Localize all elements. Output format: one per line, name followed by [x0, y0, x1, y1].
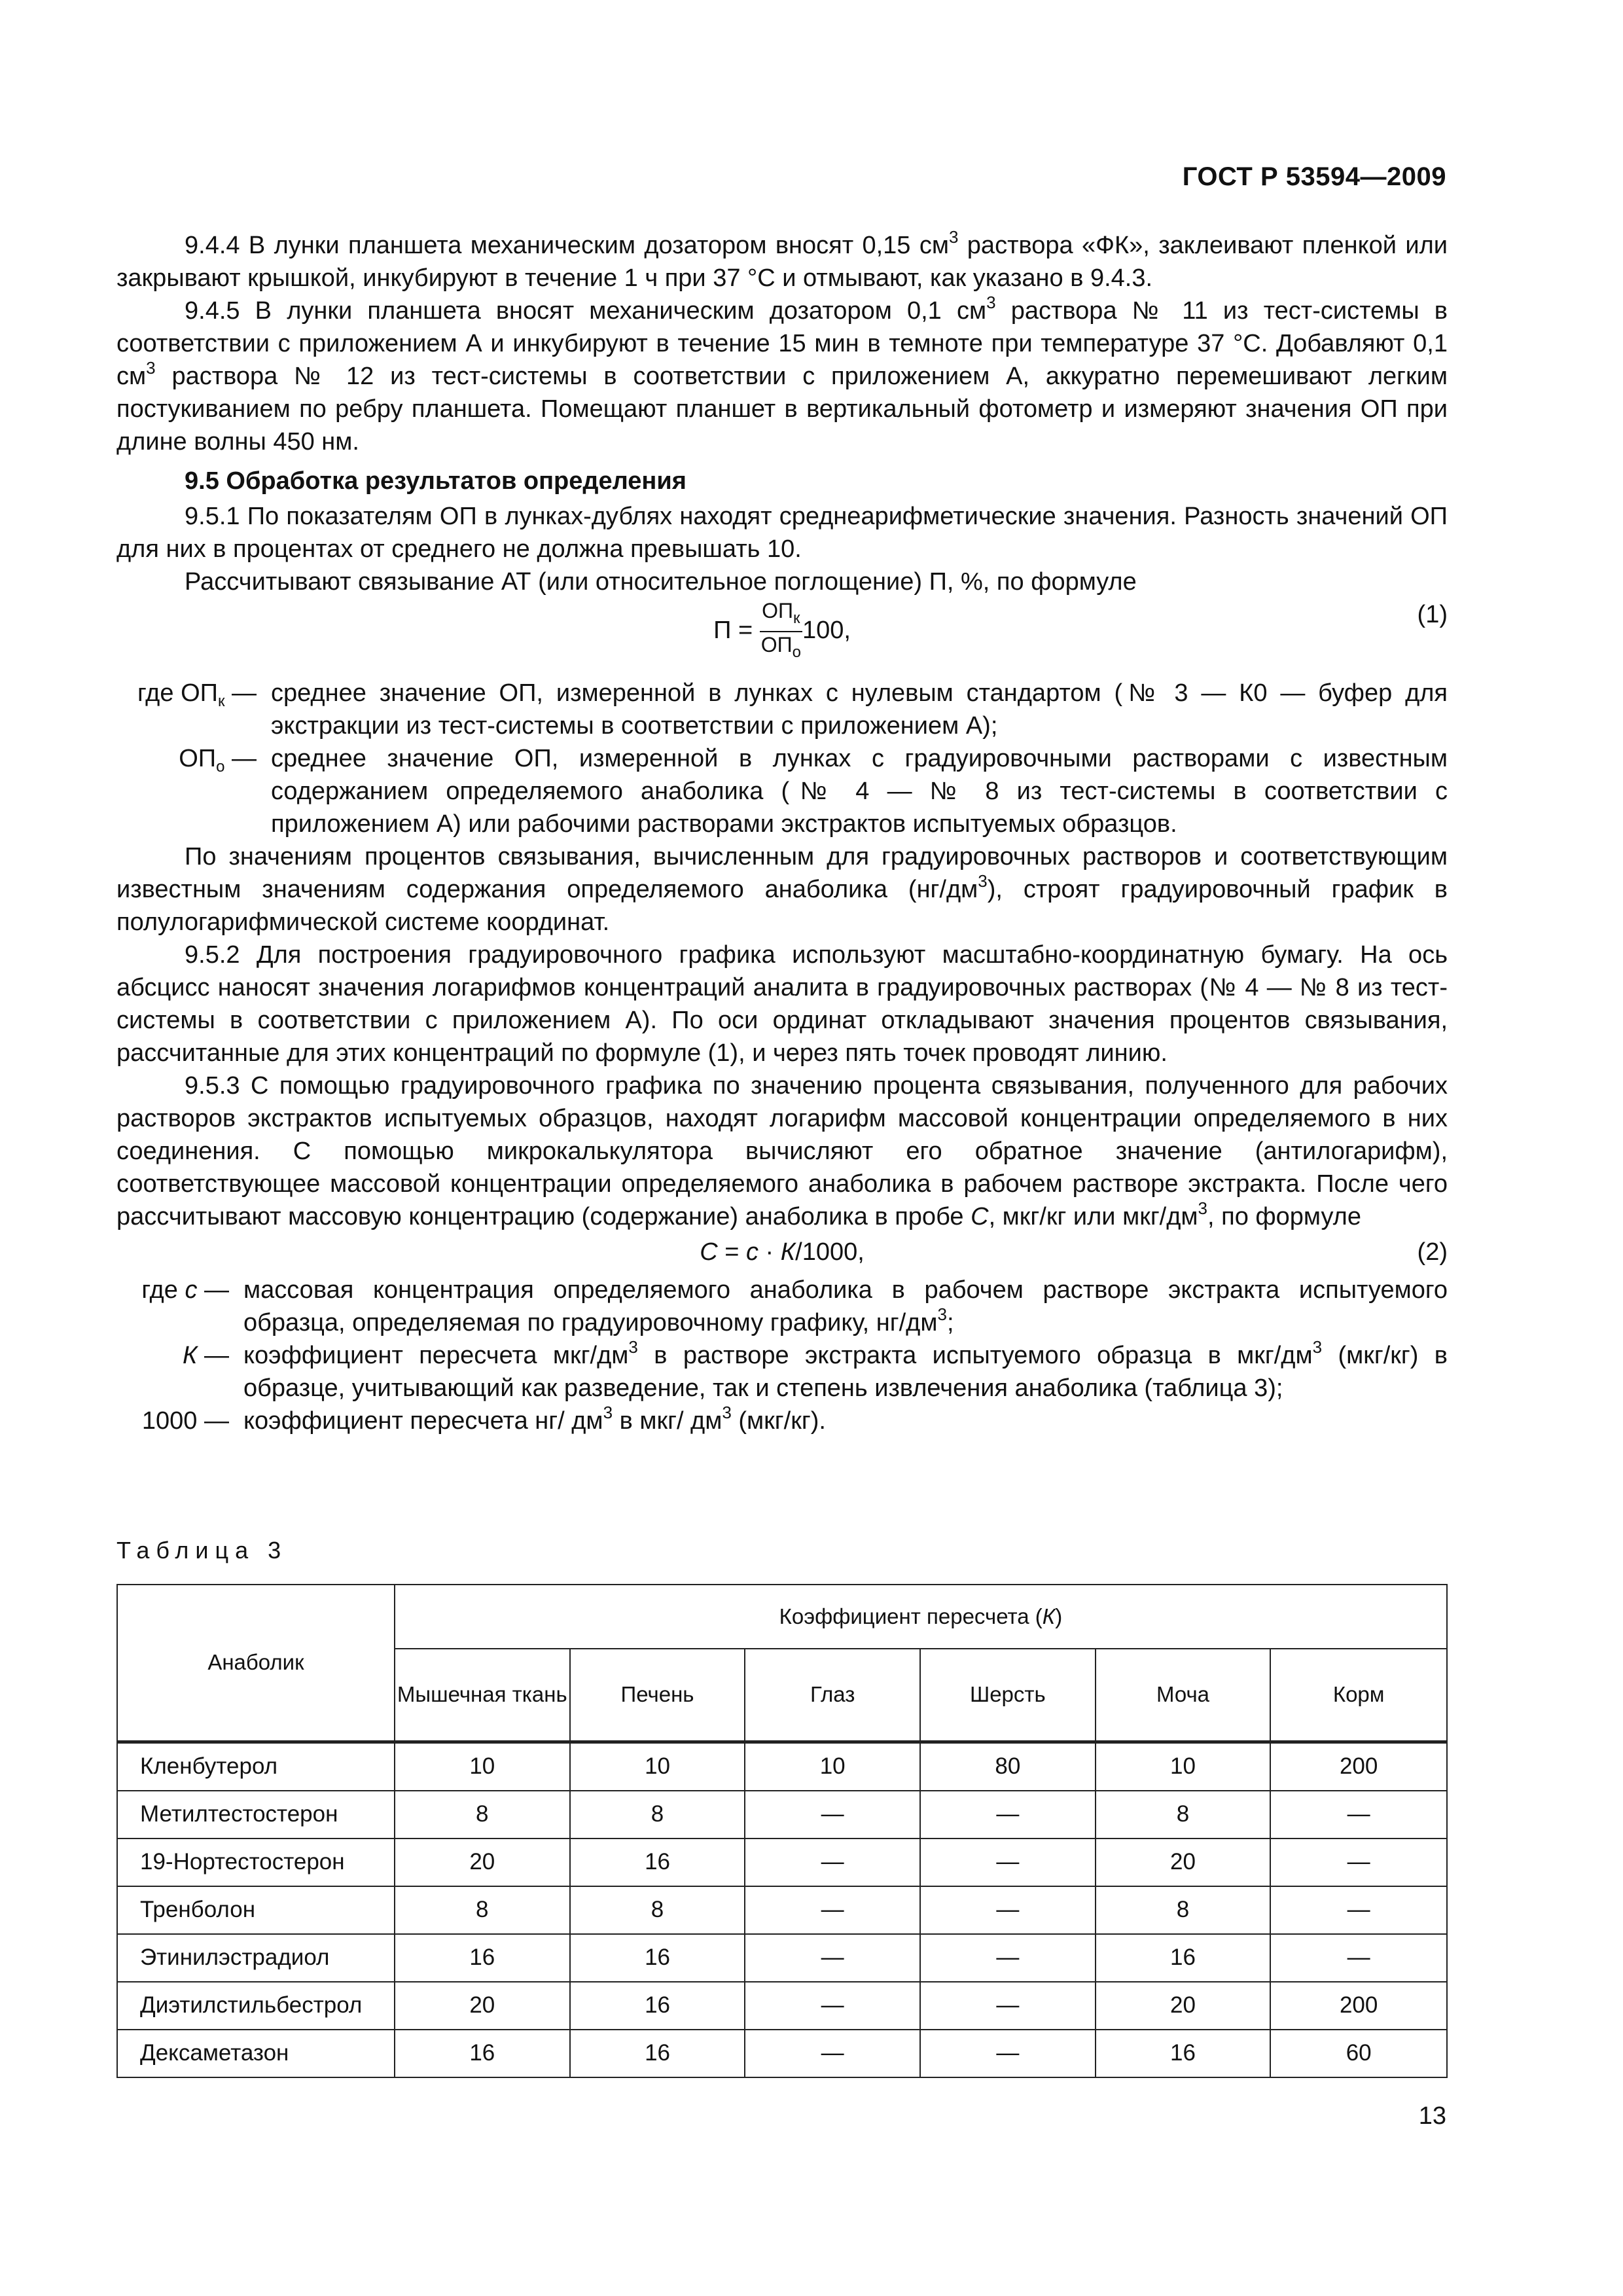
table-cell-value: 16 — [570, 1982, 745, 2030]
superscript: 3 — [1312, 1337, 1323, 1357]
text-run: 9.5.3 С помощью градуировочного графика по значению процента связывания, полученного для рабочих растворов экстрактов испытуемых образцов, находят логарифм массовой концентрации определяемого в них соединения. С помощью микрокалькулятора вычисляют его обратное значение (антилогарифм), соответствующее массовой концентрации определяемого анаболика в рабочем растворе экстракта. После чего рассчитывают массовую концентрацию (содержание) анаболика в пробе — [116, 1072, 1448, 1230]
text-run: (мкг/кг) в образце, учитывающий как разведение, так и степень извлечения анаболика (таблица 3); — [243, 1342, 1448, 1402]
text-run: · — [758, 1238, 781, 1266]
page-number: 13 — [1418, 2102, 1446, 2130]
table-column-header: Печень — [570, 1649, 745, 1742]
definition-op-o — [116, 742, 1448, 840]
table-caption: Таблица 3 — [116, 1537, 288, 1564]
definition-k — [116, 1339, 1448, 1405]
definition-term — [116, 1274, 243, 1339]
table-cell-value: 8 — [395, 1886, 570, 1934]
table-cell-value: — — [1270, 1839, 1447, 1886]
superscript: 3 — [948, 227, 959, 247]
variable: с — [745, 1238, 758, 1266]
table-cell-value: 8 — [395, 1791, 570, 1839]
text-run: 9.4.4 В лунки планшета механическим дозатором вносят 0,15 см — [185, 232, 949, 259]
table-row — [117, 1742, 1447, 1791]
text-run: где — [141, 1276, 185, 1304]
text-run: , мкг/кг или мкг/дм — [988, 1203, 1198, 1230]
definition-1000 — [116, 1405, 1448, 1437]
paragraph-calculation: Рассчитывают связывание АТ (или относительное поглощение) П, %, по формуле — [185, 568, 1137, 596]
formula-1-number: (1) — [1417, 601, 1448, 628]
text-run: = — [717, 1238, 746, 1266]
formula-2-expression — [116, 1236, 1448, 1268]
table-cell-anabolic: Тренболон — [117, 1886, 395, 1934]
table-cell-value: 200 — [1270, 1742, 1447, 1791]
definition-c — [116, 1274, 1448, 1339]
table-row — [117, 1839, 1447, 1886]
table-cell-value: — — [920, 1934, 1096, 1982]
table-cell-value: 16 — [570, 1839, 745, 1886]
definition-description: среднее значение ОП, измеренной в лунках с нулевым стандартом (№ 3 — К0 — буфер для экстракции из тест-системы в соответствии с приложением А); — [271, 679, 1448, 740]
table-cell-value: 8 — [1096, 1886, 1271, 1934]
paragraph-9-5-1: 9.5.1 По показателям ОП в лунках-дублях находят среднеарифметические значения. Разность значений ОП для них в процентах от среднего не должна превышать 10. — [116, 503, 1448, 563]
table-cell-value: 200 — [1270, 1982, 1447, 2030]
table-row — [117, 1982, 1447, 2030]
subscript: к — [217, 692, 225, 710]
text-run: — — [197, 1342, 229, 1369]
table-cell-anabolic: Метилтестостерон — [117, 1791, 395, 1839]
section-heading-9-5: 9.5 Обработка результатов определения — [185, 467, 687, 495]
table-body — [117, 1742, 1447, 2077]
table-cell-value: 80 — [920, 1742, 1096, 1791]
table-row — [117, 1791, 1447, 1839]
table-cell-value: 16 — [395, 1934, 570, 1982]
superscript: 3 — [986, 293, 996, 312]
table-row — [117, 2030, 1447, 2077]
table-cell-value: — — [1270, 1934, 1447, 1982]
paragraph-9-5-3 — [116, 1069, 1448, 1233]
variable: К — [1042, 1604, 1056, 1628]
definition-description: среднее значение ОП, измеренной в лунках с градуировочными растворами с известным содержанием определяемого анаболика (№ 4 — № 8 из тест-системы в соответствии с приложением А) или рабочими растворами экстрактов испытуемых образцов. — [271, 745, 1448, 838]
table-cell-value: 8 — [570, 1886, 745, 1934]
text-run: — — [197, 1407, 229, 1435]
table-cell-value: — — [920, 1839, 1096, 1886]
variable: К — [183, 1342, 198, 1369]
table-column-header: Мышечная ткань — [395, 1649, 570, 1742]
table-cell-value: — — [745, 1934, 920, 1982]
text-run: ; — [946, 1309, 954, 1336]
table-column-header: Шерсть — [920, 1649, 1096, 1742]
paragraph-binding-values — [116, 840, 1448, 939]
variable: С — [971, 1203, 989, 1230]
variable: с — [185, 1276, 198, 1304]
text-run: /1000, — [795, 1238, 865, 1266]
superscript: 3 — [722, 1403, 732, 1422]
table-cell-value: 20 — [395, 1982, 570, 2030]
text-run: раствора № 11 из тест-системы в соответствии с приложением А и инкубируют в течение 15 мин в темноте при температуре 37 °С. Добавляют 0,1 см — [116, 297, 1448, 390]
text-run: 9.4.5 В лунки планшета вносят механическим дозатором 0,1 см — [185, 297, 987, 325]
paragraph-9-4-5 — [116, 295, 1448, 458]
text-run: — — [197, 1276, 229, 1304]
table-cell-value: 10 — [1096, 1742, 1271, 1791]
formula-fraction — [760, 598, 802, 665]
text-run: , по формуле — [1207, 1203, 1361, 1230]
table-cell-value: 20 — [395, 1839, 570, 1886]
table-cell-anabolic: Дексаметазон — [117, 2030, 395, 2077]
subscript: о — [216, 758, 225, 776]
table-cell-value: 20 — [1096, 1839, 1271, 1886]
text-run: 1000 — [141, 1407, 198, 1435]
table-cell-value: 16 — [1096, 2030, 1271, 2077]
paragraph-9-5-2: 9.5.2 Для построения градуировочного графика используют масштабно-координатную бумагу. На ось абсцисс наносят значения логарифмов концентраций аналита в градуировочных растворах (№ 4 — № 8 из тест-системы в соответствии с приложением А). По оси ординат откладывают значения процентов связывания, рассчитанные для этих концентраций по формуле (1), и через пять точек проводят линию. — [116, 941, 1448, 1067]
table-cell-value: — — [920, 1982, 1096, 2030]
table-column-header: Глаз — [745, 1649, 920, 1742]
table-cell-value: — — [920, 1791, 1096, 1839]
document-id: ГОСТ Р 53594—2009 — [1182, 162, 1446, 191]
table-cell-value: 8 — [1096, 1791, 1271, 1839]
text-run: раствора «ФК», заклеивают пленкой или закрывают крышкой, инкубируют в течение 1 ч при 37 °С и отмывают, как указано в 9.4.3. — [116, 232, 1448, 292]
table-cell-anabolic: Этинилэстрадиол — [117, 1934, 395, 1982]
formula-2-number: (2) — [1417, 1238, 1448, 1266]
table-cell-value: — — [745, 1982, 920, 2030]
fraction-numerator — [760, 598, 802, 632]
paragraph-9-4-4 — [116, 229, 1448, 295]
superscript: 3 — [937, 1304, 947, 1324]
variable: К — [780, 1238, 796, 1266]
table-cell-value: 20 — [1096, 1982, 1271, 2030]
text-run: коэффициент пересчета мкг/дм — [243, 1342, 629, 1369]
subscript: о — [792, 643, 801, 661]
table-cell-value: 16 — [570, 1934, 745, 1982]
definition-description — [243, 1274, 1448, 1339]
table-cell-value: 16 — [1096, 1934, 1271, 1982]
table-header-row — [117, 1585, 1447, 1649]
formula-lhs: П = — [713, 617, 753, 645]
superscript: 3 — [146, 358, 156, 378]
table-cell-value: 8 — [570, 1791, 745, 1839]
text-run: массовая концентрация определяемого анаболика в рабочем растворе экстракта испытуемого образца, определяемая по градуировочному графику, нг/дм — [243, 1276, 1448, 1336]
variable: С — [700, 1238, 718, 1266]
definition-term — [116, 1339, 243, 1405]
table-column-header: Корм — [1270, 1649, 1447, 1742]
definition-op-k — [116, 677, 1448, 742]
text-run: ОП — [760, 633, 793, 656]
table-cell-value: — — [1270, 1886, 1447, 1934]
table-column-header: Моча — [1096, 1649, 1271, 1742]
definition-term — [116, 742, 271, 840]
text-run: ОП — [181, 679, 218, 707]
superscript: 3 — [1198, 1198, 1208, 1218]
table-cell-anabolic: Диэтилстильбестрол — [117, 1982, 395, 2030]
table-header-coefficient — [395, 1585, 1447, 1649]
text-run: в мкг/ дм — [613, 1407, 722, 1435]
formula-2 — [116, 1233, 1448, 1274]
table-cell-value: 10 — [570, 1742, 745, 1791]
subscript: к — [793, 609, 800, 627]
formula-1 — [116, 598, 1448, 677]
body-text — [116, 229, 1448, 1437]
definition-term — [116, 677, 271, 742]
table-cell-value: 10 — [745, 1742, 920, 1791]
table-cell-value: — — [745, 1886, 920, 1934]
definition-description — [243, 1405, 1448, 1437]
table-cell-value: 16 — [395, 2030, 570, 2077]
formula-1-expression — [116, 598, 1448, 665]
text-run: ОП — [179, 745, 217, 772]
table-cell-value: 60 — [1270, 2030, 1447, 2077]
formula-rhs: 100, — [802, 617, 851, 645]
table-cell-anabolic: Кленбутерол — [117, 1742, 395, 1791]
text-run: — — [224, 745, 257, 772]
text-run: где — [137, 679, 181, 707]
table-cell-value: — — [1270, 1791, 1447, 1839]
table-header-anabolic: Анаболик — [117, 1585, 395, 1742]
table-cell-value: — — [745, 1839, 920, 1886]
text-run: ОП — [762, 599, 794, 622]
text-run: ) — [1055, 1604, 1063, 1628]
superscript: 3 — [978, 871, 988, 891]
text-run: — — [224, 679, 257, 707]
table-cell-value: 10 — [395, 1742, 570, 1791]
text-run: коэффициент пересчета нг/ дм — [243, 1407, 603, 1435]
text-run: в растворе экстракта испытуемого образца в мкг/дм — [637, 1342, 1313, 1369]
table-row — [117, 1886, 1447, 1934]
definition-description — [243, 1339, 1448, 1405]
superscript: 3 — [628, 1337, 638, 1357]
table-cell-anabolic: 19-Нортестостерон — [117, 1839, 395, 1886]
text-run: ), строят градуировочный график в полулогарифмической системе координат. — [116, 876, 1448, 936]
table-cell-value: — — [745, 2030, 920, 2077]
text-run: (мкг/кг). — [731, 1407, 826, 1435]
definition-term — [116, 1405, 243, 1437]
text-run: По значениям процентов связывания, вычисленным для градуировочных растворов и соответствующим известным значениям содержания определяемого анаболика (нг/дм — [116, 843, 1448, 903]
table-row — [117, 1934, 1447, 1982]
table-cell-value: 16 — [570, 2030, 745, 2077]
table-cell-value: — — [745, 1791, 920, 1839]
table-cell-value: — — [920, 1886, 1096, 1934]
text-run: раствора № 12 из тест-системы в соответствии с приложением А, аккуратно перемешивают легким постукиванием по ребру планшета. Помещают планшет в вертикальный фотометр и измеряют значения ОП при длине волны 450 нм. — [116, 363, 1448, 456]
superscript: 3 — [603, 1403, 613, 1422]
coefficient-table — [116, 1584, 1448, 2078]
fraction-denominator — [760, 632, 802, 665]
text-run: Коэффициент пересчета ( — [779, 1604, 1043, 1628]
table-cell-value: — — [920, 2030, 1096, 2077]
